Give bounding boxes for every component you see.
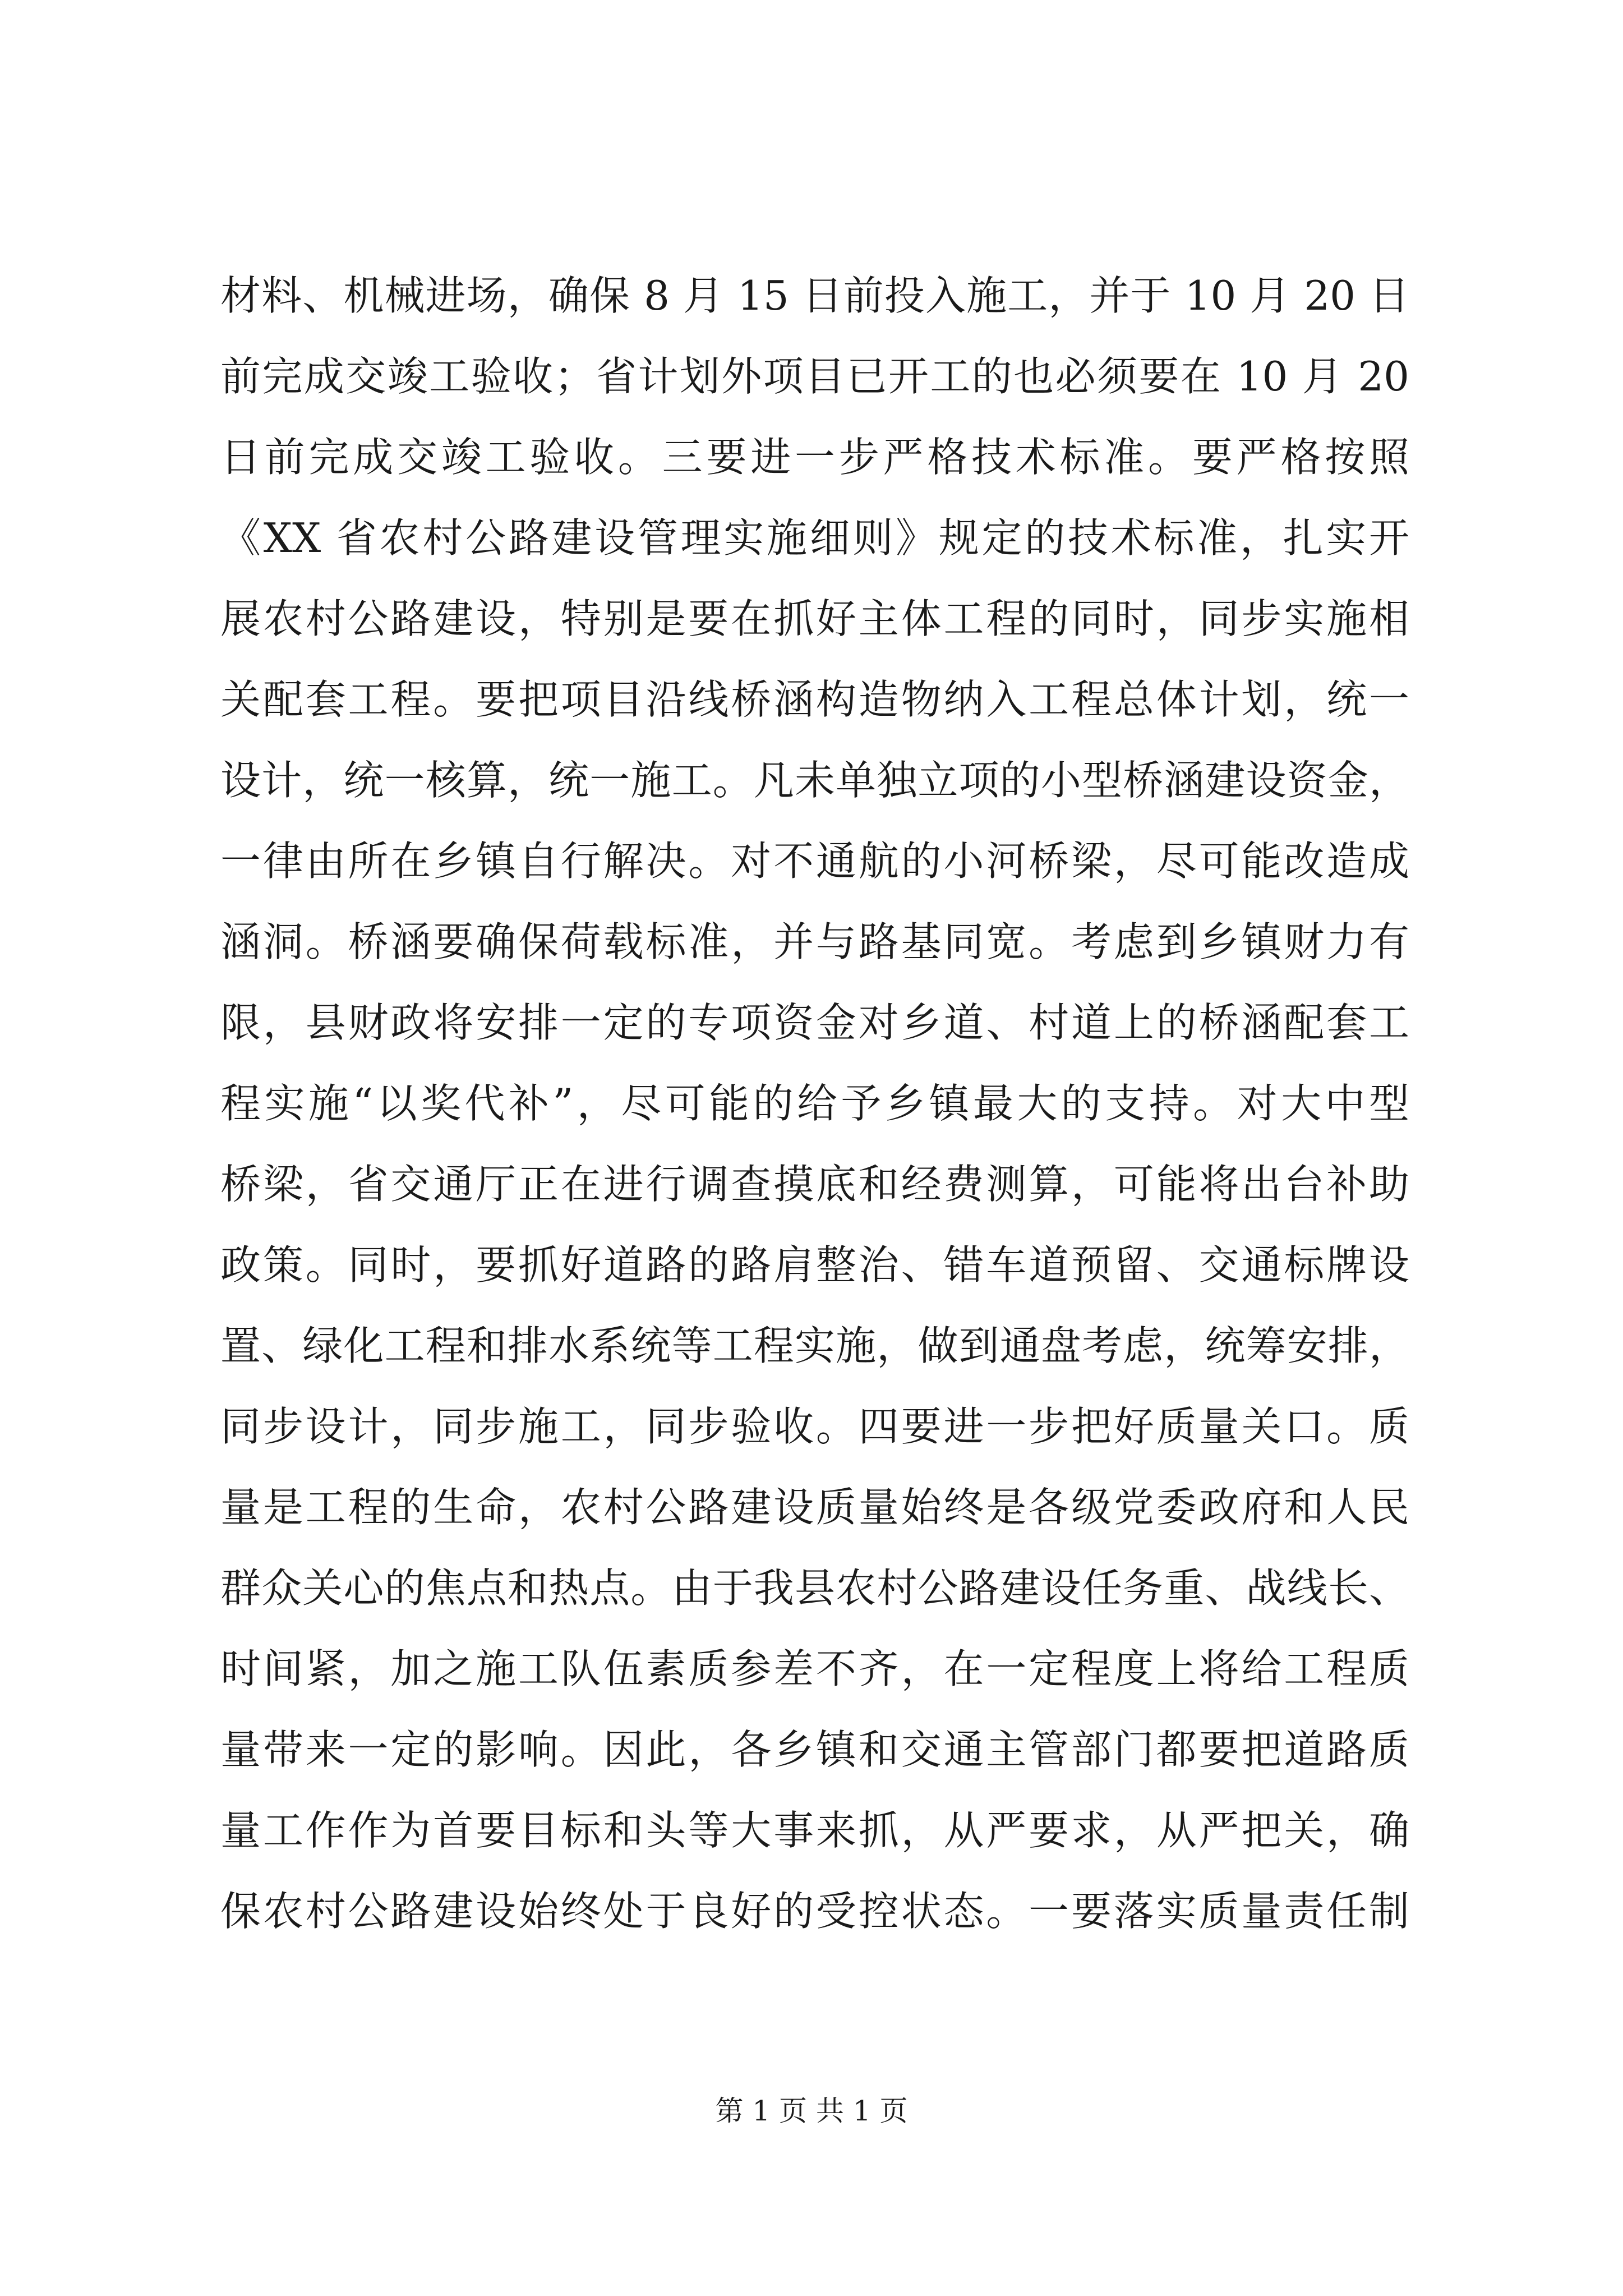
text-line: 涵洞。桥涵要确保荷载标准，并与路基同宽。考虑到乡镇财力有 [220,918,1409,965]
text-line: 限，县财政将安排一定的专项资金对乡道、村道上的桥涵配套工 [220,999,1409,1046]
body-text [220,255,1409,1952]
text-line: 同步设计，同步施工，同步验收。四要进一步把好质量关口。质 [220,1403,1409,1450]
text-line: 桥梁，省交通厅正在进行调查摸底和经费测算，可能将出台补助 [220,1161,1409,1208]
text-line: 量带来一定的影响。因此，各乡镇和交通主管部门都要把道路质 [220,1726,1409,1773]
text-line: 量是工程的生命，农村公路建设质量始终是各级党委政府和人民 [220,1484,1409,1531]
text-line: 保农村公路建设始终处于良好的受控状态。一要落实质量责任制 [220,1888,1409,1935]
text-line: 程实施“以奖代补”，尽可能的给予乡镇最大的支持。对大中型 [220,1080,1409,1127]
text-line: 日前完成交竣工验收。三要进一步严格技术标准。要严格按照 [220,434,1409,481]
text-line: 《XX 省农村公路建设管理实施细则》规定的技术标准，扎实开 [220,514,1409,562]
text-line: 设计，统一核算，统一施工。凡未单独立项的小型桥涵建设资金， [220,757,1409,804]
text-line: 一律由所在乡镇自行解决。对不通航的小河桥梁，尽可能改造成 [220,838,1409,885]
text-line: 展农村公路建设，特别是要在抓好主体工程的同时，同步实施相 [220,595,1409,642]
text-line: 时间紧，加之施工队伍素质参差不齐，在一定程度上将给工程质 [220,1645,1409,1692]
text-line: 政策。同时，要抓好道路的路肩整治、错车道预留、交通标牌设 [220,1241,1409,1289]
text-line: 材料、机械进场，确保 8 月 15 日前投入施工，并于 10 月 20 日 [220,272,1409,319]
page-footer [0,2091,1623,2131]
text-line: 置、绿化工程和排水系统等工程实施，做到通盘考虑，统筹安排， [220,1322,1409,1369]
text-line: 前完成交竣工验收；省计划外项目已开工的也必须要在 10 月 20 [220,353,1409,400]
text-line: 关配套工程。要把项目沿线桥涵构造物纳入工程总体计划，统一 [220,676,1409,723]
page-number-label: 第 1 页 共 1 页 [715,2095,908,2127]
text-line: 群众关心的焦点和热点。由于我县农村公路建设任务重、战线长、 [220,1565,1409,1612]
text-line: 量工作作为首要目标和头等大事来抓，从严要求，从严把关，确 [220,1807,1409,1854]
